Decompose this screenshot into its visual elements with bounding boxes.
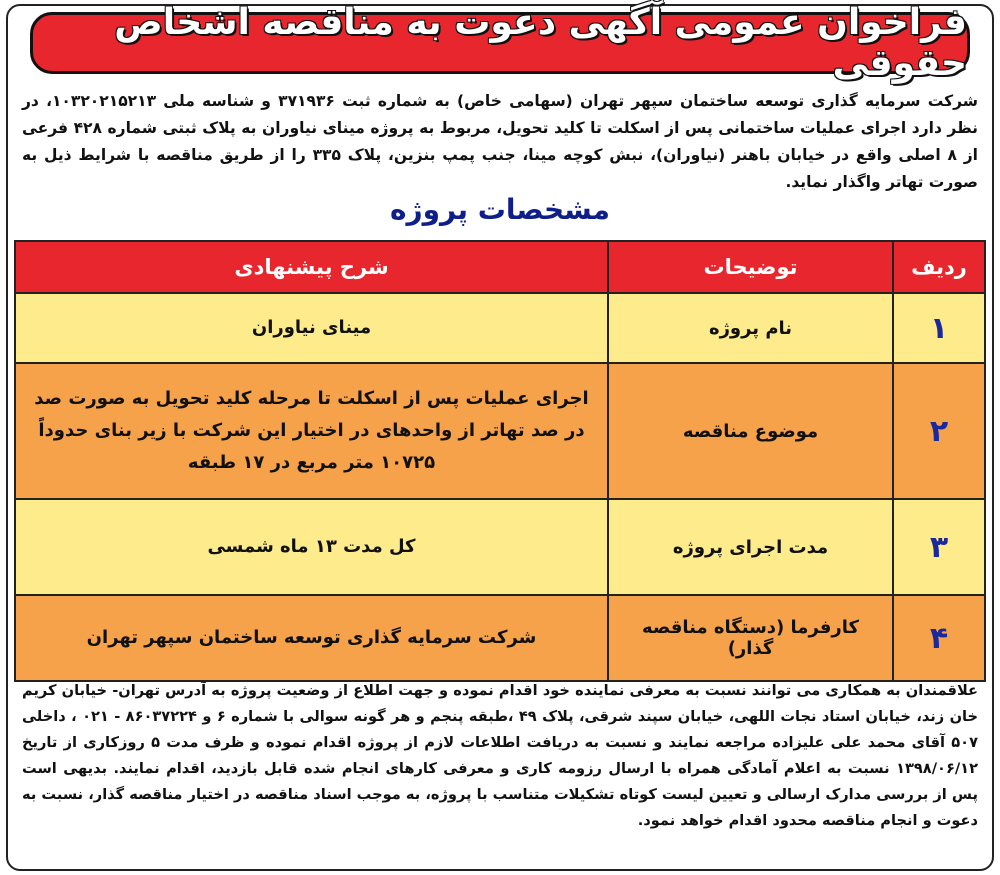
row-number: ۲: [893, 363, 985, 499]
row-description: موضوع مناقصه: [608, 363, 893, 499]
row-proposal: شرکت سرمایه گذاری توسعه ساختمان سپهر تهران: [15, 595, 608, 681]
header-row-number: ردیف: [893, 241, 985, 293]
row-description: نام پروژه: [608, 293, 893, 363]
section-title: مشخصات پروژه: [390, 193, 610, 226]
row-proposal: اجرای عملیات پس از اسکلت تا مرحله کلید تحویل به صورت صد در صد تهاتر از واحدهای در اختیار این شرکت با زیر بنای حدوداً ۱۰۷۲۵ متر مربع در ۱۷ طبقه: [15, 363, 608, 499]
table-row: [15, 363, 985, 499]
row-number: ۱: [893, 293, 985, 363]
header-proposal: شرح پیشنهادی: [15, 241, 608, 293]
intro-paragraph: شرکت سرمایه گذاری توسعه ساختمان سپهر تهران (سهامی خاص) به شماره ثبت ۳۷۱۹۳۶ و شناسه ملی ۱۰۳۲۰۲۱۵۲۱۳، در نظر دارد اجرای عملیات ساختمانی پس از اسکلت تا کلید تحویل، مربوط به پروژه مینای نیاوران به پلاک ثبتی شماره ۴۲۸ فرعی از ۸ اصلی واقع در خیابان باهنر (نیاوران)، نبش کوچه مینا، جنب پمپ بنزین، پلاک ۳۳۵ را از طریق مناقصه با شرایط ذیل به صورت تهاتر واگذار نماید.: [22, 92, 978, 191]
notice-title: فراخوان عمومی آگهی دعوت به مناقصه اشخاص حقوقی: [114, 2, 967, 84]
row-description: کارفرما (دستگاه مناقصه گذار): [608, 595, 893, 681]
table-row: [15, 595, 985, 681]
row-proposal: مینای نیاوران: [15, 293, 608, 363]
table-row: [15, 293, 985, 363]
header-description: توضیحات: [608, 241, 893, 293]
closing-paragraph: علاقمندان به همکاری می توانند نسبت به معرفی نماینده خود اقدام نموده و جهت اطلاع از وضعیت پروژه به آدرس تهران- خیابان کریم خان زند، خیابان استاد نجات اللهی، خیابان سپند شرقی، پلاک ۴۹ ،طبقه پنجم و هر گونه سوالی با شماره ۶ و ۸۶۰۳۷۲۲۴ - ۰۲۱ ، داخلی ۵۰۷ آقای محمد علی علیزاده مراجعه نمایند و نسبت به دریافت اطلاعات لازم از پروژه اقدام نموده و ظرف مدت ۵ روزکاری از تاریخ ۱۳۹۸/۰۶/۱۲ نسبت به اعلام آمادگی همراه با ارسال رزومه کاری و معرفی کارهای انجام شده قابل بازدید، اقدام نمایند. بدیهی است پس از بررسی مدارک ارسالی و تعیین لیست کوتاه تشکیلات متناسب با پروژه، به موجب اسناد مناقصه در اختیار مناقصه گذار، نسبت به دعوت و انجام مناقصه محدود اقدام خواهد نمود.: [22, 682, 979, 829]
project-spec-table: [14, 240, 986, 682]
table-header-row: [15, 241, 985, 293]
row-description: مدت اجرای پروژه: [608, 499, 893, 595]
row-proposal: کل مدت ۱۳ ماه شمسی: [15, 499, 608, 595]
row-number: ۳: [893, 499, 985, 595]
table-row: [15, 499, 985, 595]
row-number: ۴: [893, 595, 985, 681]
title-banner: [30, 2, 970, 84]
